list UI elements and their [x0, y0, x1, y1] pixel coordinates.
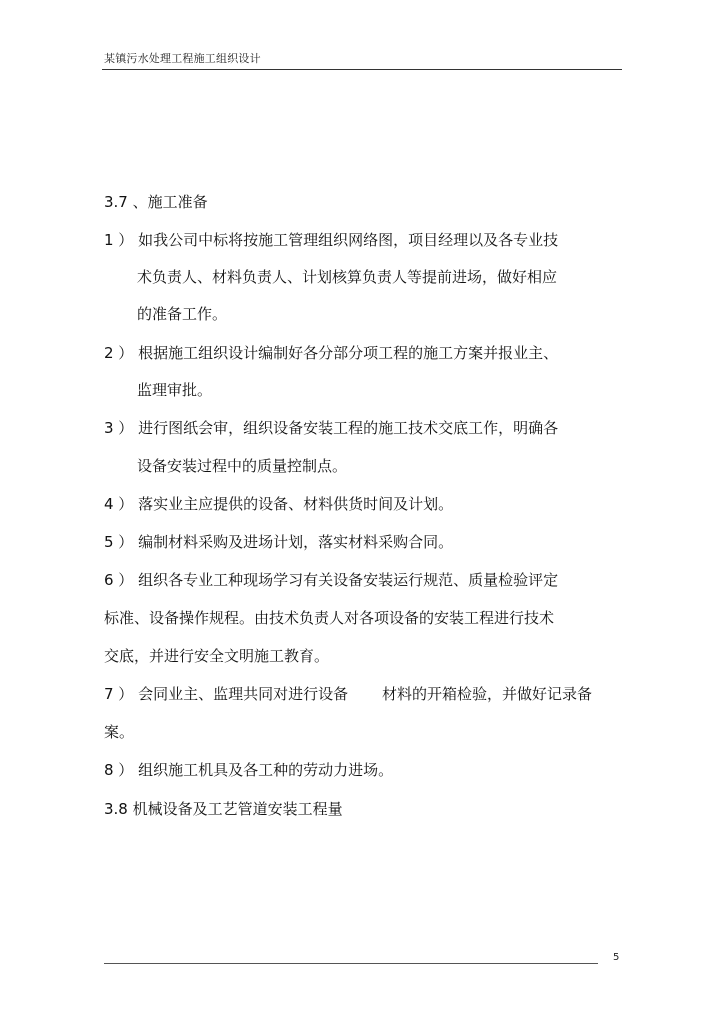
item-marker: 4 ）	[104, 495, 134, 513]
item-continuation: 监理审批。	[137, 381, 213, 399]
item-text-after-gap: 材料的开箱检验，并做好记录备	[382, 685, 593, 703]
item-marker: 3 ）	[104, 419, 134, 437]
page-number: 5	[613, 952, 620, 963]
section-heading-3-7: 3.7 、施工准备	[104, 193, 208, 211]
item-text: 进行图纸会审，组织设备安装工程的施工技术交底工作，明确各	[138, 419, 559, 437]
item-continuation: 交底，并进行安全文明施工教育。	[104, 647, 330, 665]
item-marker: 1 ）	[104, 231, 134, 249]
header-divider	[102, 69, 622, 70]
item-marker: 6 ）	[104, 571, 134, 589]
item-continuation: 设备安装过程中的质量控制点。	[137, 457, 348, 475]
item-marker: 2 ）	[104, 344, 134, 362]
list-item	[104, 684, 348, 704]
section-heading-3-8: 3.8 机械设备及工艺管道安装工程量	[104, 800, 343, 818]
footer-divider	[104, 963, 598, 964]
item-continuation: 标准、设备操作规程。由技术负责人对各项设备的安装工程进行技术	[104, 609, 555, 627]
item-marker: 5 ）	[104, 533, 134, 551]
document-title: 某镇污水处理工程施工组织设计	[104, 52, 261, 65]
item-text: 组织各专业工种现场学习有关设备安装运行规范、质量检验评定	[138, 571, 559, 589]
item-text: 落实业主应提供的设备、材料供货时间及计划。	[138, 495, 454, 513]
list-item	[104, 230, 558, 250]
list-item	[104, 418, 558, 438]
item-continuation: 的准备工作。	[137, 305, 228, 323]
item-continuation: 术负责人、材料负责人、计划核算负责人等提前进场，做好相应	[137, 268, 558, 286]
list-item	[104, 494, 453, 514]
item-marker: 8 ）	[104, 761, 134, 779]
list-item	[104, 532, 453, 552]
list-item	[104, 760, 393, 780]
item-marker: 7 ）	[104, 685, 134, 703]
item-text: 如我公司中标将按施工管理组织网络图，项目经理以及各专业技	[138, 231, 559, 249]
list-item	[104, 343, 558, 363]
item-continuation: 案。	[104, 723, 135, 741]
item-text: 会同业主、监理共同对进行设备	[138, 685, 349, 703]
item-text: 根据施工组织设计编制好各分部分项工程的施工方案并报业主、	[138, 344, 559, 362]
list-item	[104, 570, 558, 590]
item-text: 编制材料采购及进场计划，落实材料采购合同。	[138, 533, 454, 551]
item-text: 组织施工机具及各工种的劳动力进场。	[138, 761, 394, 779]
